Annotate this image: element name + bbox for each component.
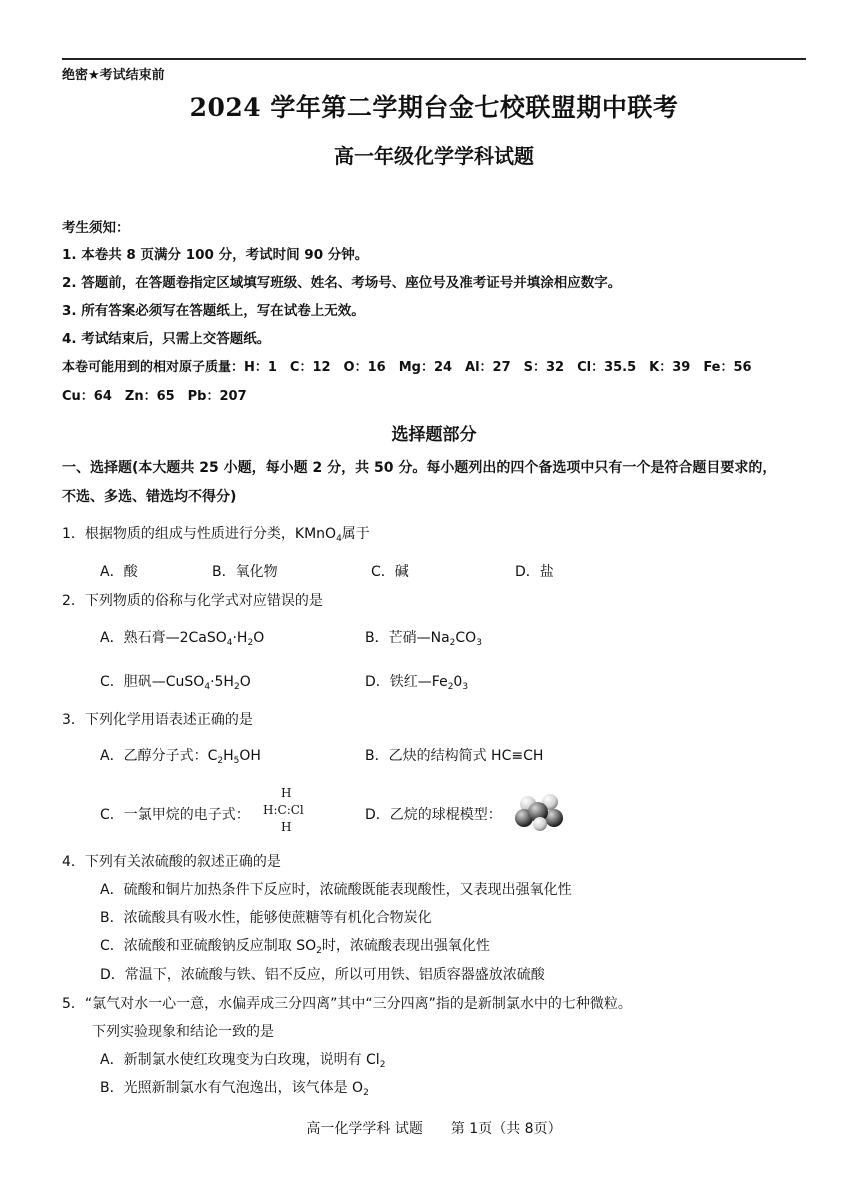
- q5-option-a: A．新制氯水使红玫瑰变为白玫瑰，说明有 $Cl_2$: [100, 1052, 386, 1070]
- q4-option-b: B．浓硫酸具有吸水性，能够使蔗糖等有机化合物炭化: [100, 910, 432, 926]
- question-5-stem-cont: 下列实验现象和结论一致的是: [92, 1024, 274, 1040]
- secret-label: 绝密★考试结束前: [62, 68, 165, 83]
- q4-option-c: C．浓硫酸和亚硫酸钠反应制取 $SO_2$时，浓硫酸表现出强氧化性: [100, 938, 490, 956]
- part-instructions: 一、选择题(本大题共 25 小题，每小题 2 分，共 50 分。每小题列出的四个备选项中只有一个是符合题目要求的，: [62, 460, 777, 476]
- q4-option-a: A．硫酸和铜片加热条件下反应时，浓硫酸既能表现酸性，又表现出强氧化性: [100, 882, 572, 898]
- note-item: 1. 本卷共 8 页满分 100 分，考试时间 90 分钟。: [62, 247, 369, 263]
- section-title: 选择题部分: [391, 425, 477, 445]
- q1-option-c: C．碱: [371, 564, 409, 580]
- q1-option-d: D．盐: [515, 564, 554, 580]
- exam-title: 2024 学年第二学期台金七校联盟期中联考: [189, 93, 679, 122]
- note-item: 3. 所有答案必须写在答题纸上，写在试卷上无效。: [62, 303, 365, 319]
- question-4-stem: 4．下列有关浓硫酸的叙述正确的是: [62, 854, 281, 870]
- q3-option-b: B．乙炔的结构简式 HC≡CH: [365, 748, 544, 764]
- q2-option-c: C．胆矾$—CuSO_4\cdot 5H_2O$: [100, 674, 251, 692]
- page-footer: 高一化学学科 试题 第 1页（共 8页）: [306, 1121, 562, 1137]
- electron-formula-h-bottom: H: [281, 820, 292, 834]
- question-2-stem: 2．下列物质的俗称与化学式对应错误的是: [62, 593, 323, 609]
- note-item: 2. 答题前，在答题卷指定区域填写班级、姓名、考场号、座位号及准考证号并填涂相应数字。: [62, 275, 622, 291]
- q2-option-d: D．铁红$—Fe_20_3$: [365, 674, 469, 692]
- electron-formula-h-top: H: [281, 786, 292, 800]
- q3-option-c: C．一氯甲烷的电子式：: [100, 807, 250, 823]
- atomic-mass-line: 本卷可能用到的相对原子质量：H：1 C：12 O：16 Mg：24 Al：27 S：32 Cl：35.5 K：39 Fe：56: [62, 360, 752, 375]
- question-3-stem: 3．下列化学用语表述正确的是: [62, 712, 253, 728]
- question-5-stem: 5．“氯气对水一心一意，水偏弄成三分四离”其中“三分四离”指的是新制氯水中的七种微粒。: [62, 996, 632, 1012]
- q3-option-d: D．乙烷的球棍模型：: [365, 807, 502, 823]
- part-instructions: 不选、多选、错选均不得分): [62, 489, 237, 505]
- atomic-mass-line: Cu：64 Zn：65 Pb：207: [62, 389, 247, 404]
- ethane-ball-stick-model-icon: [514, 792, 564, 832]
- electron-formula-main: H:C:Cl: [263, 803, 304, 817]
- q2-option-a: A．熟石膏$—2CaSO_4\cdot H_2O$: [100, 630, 265, 648]
- q3-option-a: A．乙醇分子式：$C_2H_5OH$: [100, 748, 261, 766]
- header-rule: [62, 58, 806, 60]
- question-1-stem: 1．根据物质的组成与性质进行分类，KMnO$_4$属于: [62, 526, 370, 544]
- q5-option-b: B．光照新制氯水有气泡逸出，该气体是 $O_2$: [100, 1080, 369, 1098]
- q4-option-d: D．常温下，浓硫酸与铁、铝不反应，所以可用铁、铝质容器盛放浓硫酸: [100, 967, 545, 983]
- notes-heading: 考生须知：: [62, 220, 130, 236]
- q2-option-b: B．芒硝$—Na_2CO_3$: [365, 630, 482, 648]
- exam-subtitle: 高一年级化学学科试题: [334, 144, 534, 168]
- q1-option-b: B．氧化物: [212, 564, 278, 580]
- note-item: 4. 考试结束后，只需上交答题纸。: [62, 331, 271, 347]
- q1-option-a: A．酸: [100, 564, 138, 580]
